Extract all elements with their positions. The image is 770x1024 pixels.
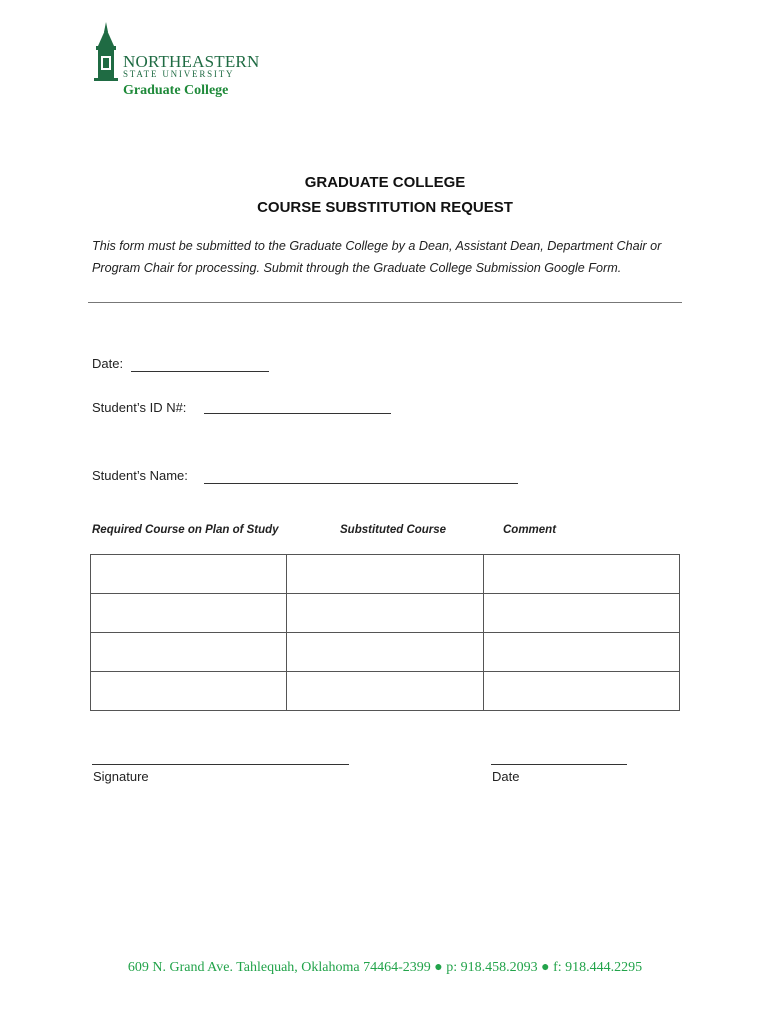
table-row bbox=[91, 555, 680, 594]
tower-icon bbox=[92, 22, 120, 82]
form-instructions: This form must be submitted to the Graduate College by a Dean, Assistant Dean, Department Chair or Program Chair for processing. Submit through the Graduate College Submission Google Form. bbox=[92, 239, 662, 275]
logo-college: Graduate College bbox=[123, 83, 229, 98]
comment-cell[interactable] bbox=[483, 633, 679, 672]
signature-date-label: Date bbox=[492, 769, 520, 784]
signature-date-field[interactable] bbox=[491, 764, 627, 765]
table-row bbox=[91, 594, 680, 633]
required-course-cell[interactable] bbox=[91, 672, 287, 711]
comment-cell[interactable] bbox=[483, 672, 679, 711]
footer-contact: 609 N. Grand Ave. Tahlequah, Oklahoma 74464-2399 ● p: 918.458.2093 ● f: 918.444.2295 bbox=[127, 960, 643, 975]
student-id-field[interactable] bbox=[204, 413, 391, 414]
form-title-line1: GRADUATE COLLEGE bbox=[304, 174, 466, 191]
substituted-course-cell[interactable] bbox=[287, 672, 483, 711]
student-name-field[interactable] bbox=[204, 483, 518, 484]
date-label: Date: bbox=[92, 356, 124, 371]
column-header-substituted-course: Substituted Course bbox=[340, 524, 447, 536]
university-logo bbox=[90, 20, 265, 104]
student-name-label: Student’s Name: bbox=[92, 468, 188, 483]
logo-wordmark: NORTHEASTERN bbox=[123, 52, 260, 71]
comment-cell[interactable] bbox=[483, 555, 679, 594]
signature-field[interactable] bbox=[92, 764, 349, 765]
logo-subtitle: STATE UNIVERSITY bbox=[123, 69, 235, 79]
course-table bbox=[90, 554, 680, 711]
table-row bbox=[91, 672, 680, 711]
table-row bbox=[91, 633, 680, 672]
substituted-course-cell[interactable] bbox=[287, 594, 483, 633]
divider bbox=[88, 302, 682, 303]
substituted-course-cell[interactable] bbox=[287, 633, 483, 672]
comment-cell[interactable] bbox=[483, 594, 679, 633]
required-course-cell[interactable] bbox=[91, 594, 287, 633]
column-header-comment: Comment bbox=[503, 524, 557, 536]
student-id-label: Student’s ID N#: bbox=[92, 400, 187, 415]
signature-label: Signature bbox=[93, 769, 149, 784]
required-course-cell[interactable] bbox=[91, 633, 287, 672]
required-course-cell[interactable] bbox=[91, 555, 287, 594]
form-title-line2: COURSE SUBSTITUTION REQUEST bbox=[257, 199, 513, 216]
substituted-course-cell[interactable] bbox=[287, 555, 483, 594]
date-field[interactable] bbox=[131, 371, 269, 372]
column-header-required-course: Required Course on Plan of Study bbox=[92, 524, 279, 536]
